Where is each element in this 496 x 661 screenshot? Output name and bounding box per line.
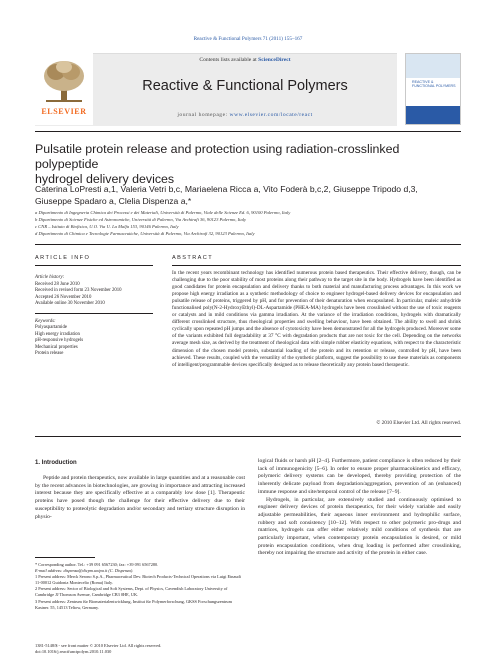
author-list bbox=[35, 183, 465, 207]
keyword-item: Mechanical properties bbox=[35, 344, 78, 350]
intro-paragraph: Peptide and protein therapeutics, now available in large quantities and at a reasonable cost by the recent advances in biotechnologies, are growing in importance and attracting increased interest because they are specifically effective at a comparably low dose [1]. Therapeutic proteins have posed though the challenge for their effective delivery due to their susceptibility to proteolytic degradation and/or secondary and tertiary structure disruption in physio- bbox=[35, 475, 245, 520]
contents-prefix: Contents lists available at bbox=[199, 57, 259, 63]
article-info-rule bbox=[35, 265, 153, 266]
abstract-heading: ABSTRACT bbox=[172, 255, 214, 261]
article-info-block bbox=[35, 275, 153, 358]
journal-homepage bbox=[93, 112, 397, 118]
intro-paragraph: Hydrogels, in particular, are extensively studied and continuously optimised to engineer delivery devices of protein therapeutics, for their widely variable and easily adjustable permeabilities, their aqueous inner environment and hydrophilic surface, rubbery and soft consistency [10–12]. With respect to other polymeric pro-drugs and matrices, hydrogels can offer either relatively mild conditions of synthesis that are particularly important, when contemporary protein encapsulation is desired, or mild protein encapsulation conditions, when drug loading is performed after crosslinking, thereby not impairing the structure and activity of the protein in either case. bbox=[258, 496, 461, 557]
copyright-notice: © 2010 Elsevier Ltd. All rights reserved. bbox=[376, 420, 461, 426]
intro-right-column bbox=[258, 458, 461, 558]
title-line-1: Pulsatile protein release and protection using radiation-crosslinked polypeptide bbox=[35, 142, 400, 171]
article-title bbox=[35, 142, 465, 187]
footnote-3: 3 Present address: Zentrum für Biomaterialentwicklung, Institut für Polymerforschung, GKSS Forschungszentrum Kastner. 55, 14513 Teltow, Germany. bbox=[35, 598, 232, 610]
article-info-heading: ARTICLE INFO bbox=[35, 255, 91, 261]
running-head[interactable]: Reactive & Functional Polymers 71 (2011) 155–167 bbox=[193, 36, 303, 42]
affiliation-d: d Dipartimento di Chimica e Tecnologie Farmaceutiche, Università di Palermo, Via Archirafi 32, 90123 Palermo, Italy bbox=[35, 231, 255, 236]
introduction-heading: 1. Introduction bbox=[35, 460, 77, 466]
abstract-rule bbox=[172, 265, 461, 266]
footnote-1: 1 Present address: Merck Serono S.p.A., Pharmaceutical Dev. Biotech Products-Technical Operations via Luigi Einaudi 11-00012 Guidonia Montecelio (Roma) Italy. bbox=[35, 574, 241, 586]
authors-line-2[interactable]: Giuseppe Spadaro a, Clelia Dispenza a,* bbox=[35, 196, 192, 206]
history-label: Article history: bbox=[35, 275, 65, 280]
homepage-link[interactable]: www.elsevier.com/locate/react bbox=[229, 112, 313, 118]
keywords-rule bbox=[35, 313, 153, 314]
issn-line: 1381-5148/$ - see front matter © 2010 Elsevier Ltd. All rights reserved. bbox=[35, 643, 162, 648]
abstract-end-rule bbox=[35, 436, 461, 437]
footnotes bbox=[35, 562, 245, 611]
doi-line[interactable]: doi:10.1016/j.reactfunctpolym.2010.11.030 bbox=[35, 649, 112, 654]
affiliation-c: c CNR – Istituto di Biofisica, U.O. Via U. La Malfa 153, 90146 Palermo, Italy bbox=[35, 224, 179, 229]
footnote-2: 2 Present address: Sector of Biological and Soft Systems, Dept. of Physics, Cavendish Laboratory University of Cambridge JJ Thomson Avenue, Cambridge CB3 0HE, UK. bbox=[35, 586, 228, 598]
cover-top-stripe bbox=[406, 54, 461, 78]
sciencedirect-link[interactable]: ScienceDirect bbox=[258, 57, 291, 63]
intro-left-column bbox=[35, 475, 245, 521]
history-item: Received 28 June 2010 bbox=[35, 281, 80, 287]
keywords-label: Keywords: bbox=[35, 318, 56, 324]
history-item: Available online 30 November 2010 bbox=[35, 301, 105, 306]
keyword-item: Protein release bbox=[35, 351, 64, 356]
affiliation-a: a Dipartimento di Ingegneria Chimica dei Processi e dei Materiali, Università di Palermo, Viale delle Scienze Ed. 6, 90100 Palermo, Italy bbox=[35, 210, 291, 215]
title-line-2: hydrogel delivery devices bbox=[35, 172, 175, 186]
cover-bottom-band bbox=[406, 106, 461, 124]
journal-cover-thumbnail bbox=[405, 53, 461, 125]
homepage-prefix: journal homepage: bbox=[177, 112, 230, 118]
footnote-corresponding: * Corresponding author. Tel.: +39 091 6567230; fax: +39 091 6567280. bbox=[35, 562, 159, 567]
cover-title: REACTIVE & FUNCTIONAL POLYMERS bbox=[412, 80, 456, 89]
header-rule bbox=[35, 131, 461, 132]
history-item: Accepted 26 November 2010 bbox=[35, 294, 92, 300]
footnote-rule bbox=[35, 557, 95, 558]
publisher-name: ELSEVIER bbox=[41, 107, 87, 116]
elsevier-tree-logo bbox=[40, 58, 88, 104]
contents-line bbox=[93, 57, 397, 63]
affiliation-b: b Dipartimento di Scienze Fisiche ed Astronomiche, Università di Palermo, Via Archirafi 36, 90123 Palermo, Italy bbox=[35, 217, 247, 222]
keyword-item: Polyaspartamide bbox=[35, 325, 67, 330]
authors-line-1[interactable]: Caterina LoPresti a,1, Valeria Vetri b,c, Mariaelena Ricca a, Vito Foderà b,c,2, Giuseppe Tripodo d,3, bbox=[35, 184, 418, 194]
abstract-text: In the recent years recombinant technology has identified numerous protein based therapeutics. Their effective delivery, though, can be challenging due to the poor stability of most proteins along their pathway to the target site in the body. Hydrogels have been identified as good candidates for protein encapsulation and delivery thanks to both material and manufacturing process advantages. In this work we propose high energy irradiation as a synthetic methodology of choice to engineer hydrogel-based delivery devices for encapsulation and pulsatile release of proteins, triggered by pH, and for prevention of their denaturation when encapsulated. In particular, maleic anhydride functionalised poly(N-2-HydroxyEthyl)-DL-Aspartamide (PHEA-MA) hydrogels have been crosslinked without the use of toxic reagents or catalysts and in mild conditions via gamma irradiation. At the variance of the irradiation conditions, hydrogels with dramatically different crosslinked structure, thus rheological properties and swelling behaviour, have been obtained. The ability to swell and shrink cyclically upon repeated pH jumps and the absence of cytotoxicity have been demonstrated for all the hydrogels produced. Moreover some of the variants exhibited full degradability at 37 °C with degradation products that are not toxic for the cell. Depending on the networks average mesh size, as derived by the treatment of rheological data with simple rubber elasticity equations, with respect to the characteristic dimension of the chosen model protein, substantial loading of the protein and its retention or release, controlled by pH, have been achieved. These results, coupled with the versatility of the synthetic platform, suggest the possibility to use these materials as components of intelligent/programmable devices specifically designed as to release theoretically any protein based therapeutic. bbox=[172, 270, 461, 368]
affiliation-rule bbox=[35, 244, 461, 245]
intro-paragraph: logical fluids or harsh pH [2–4]. Furthermore, patient compliance is often reduced by their lack of immunogenicity [5–6]. In order to ensure proper pharmacokinetics and efficacy, polymeric delivery systems can be developed, thereby providing protection of the inherently delicate payload from degradation/aggregation, prevention of an (enhanced) immune response and site/temporal control of the release [7–9]. bbox=[258, 458, 461, 495]
footnote-email[interactable]: E-mail address: dispenza@dicpm.unipa.it (C. Dispenza). bbox=[35, 568, 134, 574]
journal-name: Reactive & Functional Polymers bbox=[142, 78, 348, 94]
article-identifiers bbox=[35, 643, 245, 655]
keyword-item: High energy irradiation bbox=[35, 331, 80, 337]
history-item: Received in revised form 23 November 2010 bbox=[35, 288, 122, 293]
keyword-item: pH-responsive hydrogels bbox=[35, 338, 84, 343]
